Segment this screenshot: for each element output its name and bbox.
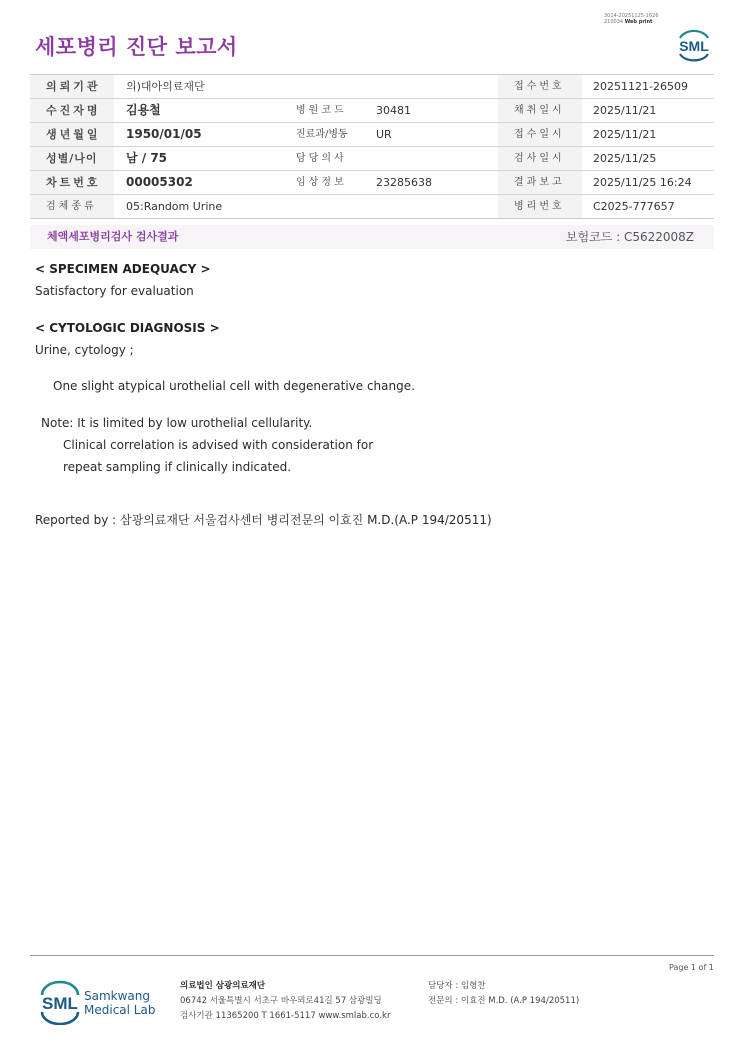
value-clinical-info: 23285638: [376, 176, 432, 189]
label-pathology-number: 병리번호: [498, 195, 582, 218]
page-number: Page 1 of 1: [669, 963, 714, 972]
label-chart-number: 차트번호: [30, 171, 114, 194]
adequacy-header: < SPECIMEN ADEQUACY >: [35, 262, 211, 276]
label-clinical-info: 임상정보: [296, 177, 347, 188]
label-test-date: 검사일시: [498, 147, 582, 170]
sml-footer-logo: [37, 979, 83, 1025]
sml-logo-text: SML: [679, 38, 709, 54]
section-title: 체액세포병리검사 검사결과: [47, 230, 179, 243]
label-birth-date: 생년월일: [30, 123, 114, 146]
value-sex-age: 남 / 75: [126, 151, 168, 165]
insurance-code: 보험코드 : C5622008Z: [565, 230, 694, 244]
org-name: 의료법인 삼광의료재단: [180, 981, 266, 991]
org-address: 06742 서울특별시 서초구 바우뫼로41길 57 삼광빌딩: [180, 996, 382, 1006]
label-physician: 담당의사: [296, 153, 347, 164]
sml-footer-logo-text: SML: [42, 994, 78, 1013]
value-physician: [366, 147, 498, 170]
diagnosis-site: Urine, cytology ;: [35, 343, 134, 357]
label-receipt-date: 접수일시: [498, 123, 582, 146]
manager-label: 담당자 :: [428, 981, 459, 991]
value-chart-number: 00005302: [126, 175, 193, 189]
org-contact: 검사기관 11365200 T 1661-5117 www.smlab.co.kr: [180, 1011, 391, 1021]
label-specimen-type: 검체종류: [30, 195, 114, 218]
diagnosis-header: < CYTOLOGIC DIAGNOSIS >: [35, 321, 220, 335]
brand-line-2: Medical Lab: [84, 1003, 156, 1017]
value-pathology-number: C2025-777657: [593, 200, 675, 213]
note-line-3: repeat sampling if clinically indicated.: [63, 460, 292, 474]
value-accession-number: 20251121-26509: [593, 80, 688, 93]
label-result-report: 결과보고: [498, 171, 582, 194]
value-requesting-institution: 의)대아의료재단: [126, 80, 205, 93]
value-test-date: 2025/11/25: [593, 152, 657, 165]
footer-divider: [30, 955, 714, 956]
label-department: 진료과/병동: [296, 129, 348, 140]
info-row: [30, 171, 714, 195]
info-row: [30, 195, 714, 219]
label-collection-date: 채취일시: [498, 99, 582, 122]
print-meta: [604, 13, 659, 25]
brand-line-1: Samkwang: [84, 989, 150, 1003]
print-code-line2: 210034 Web print: [604, 19, 653, 25]
footer-signatures: [428, 979, 579, 1009]
result-section-bar: [30, 225, 714, 249]
footer-org-info: [180, 979, 390, 1024]
value-receipt-date: 2025/11/21: [593, 128, 657, 141]
info-row: [30, 99, 714, 123]
value-hospital-code: 30481: [376, 104, 411, 117]
manager-name: 임형찬: [460, 981, 486, 991]
reported-by: Reported by : 삼광의료재단 서울검사센터 병리전문의 이효진 M.D.(A.P 194/20511): [35, 513, 492, 527]
info-row: [30, 123, 714, 147]
note-line-2: Clinical correlation is advised with consideration for: [63, 438, 374, 452]
info-row: [30, 75, 714, 99]
value-department: UR: [376, 128, 392, 141]
label-hospital-code: 병원코드: [296, 105, 347, 116]
sml-logo: [674, 26, 714, 64]
label-patient-name: 수진자명: [30, 99, 114, 122]
info-row: [30, 147, 714, 171]
patient-info-table: [30, 74, 714, 219]
brand-name: [84, 989, 155, 1017]
specialist-name: 이효진 M.D. (A.P 194/20511): [460, 996, 580, 1006]
specialist-label: 전문의 :: [428, 996, 459, 1006]
adequacy-text: Satisfactory for evaluation: [35, 284, 194, 298]
label-accession-number: 접수번호: [498, 75, 582, 98]
print-code: 3014-20251125-1626: [604, 13, 659, 19]
label-sex-age: 성별/나이: [30, 147, 114, 170]
diagnosis-text: One slight atypical urothelial cell with degenerative change.: [53, 379, 415, 393]
value-collection-date: 2025/11/21: [593, 104, 657, 117]
label-requesting-institution: 의뢰기관: [30, 75, 114, 98]
report-title: 세포병리 진단 보고서: [35, 35, 238, 59]
value-specimen-type: 05:Random Urine: [126, 200, 223, 213]
value-patient-name: 김용철: [126, 103, 161, 117]
note-line-1: Note: It is limited by low urothelial cellularity.: [41, 416, 313, 430]
value-birth-date: 1950/01/05: [126, 127, 202, 141]
value-result-report: 2025/11/25 16:24: [593, 176, 692, 189]
